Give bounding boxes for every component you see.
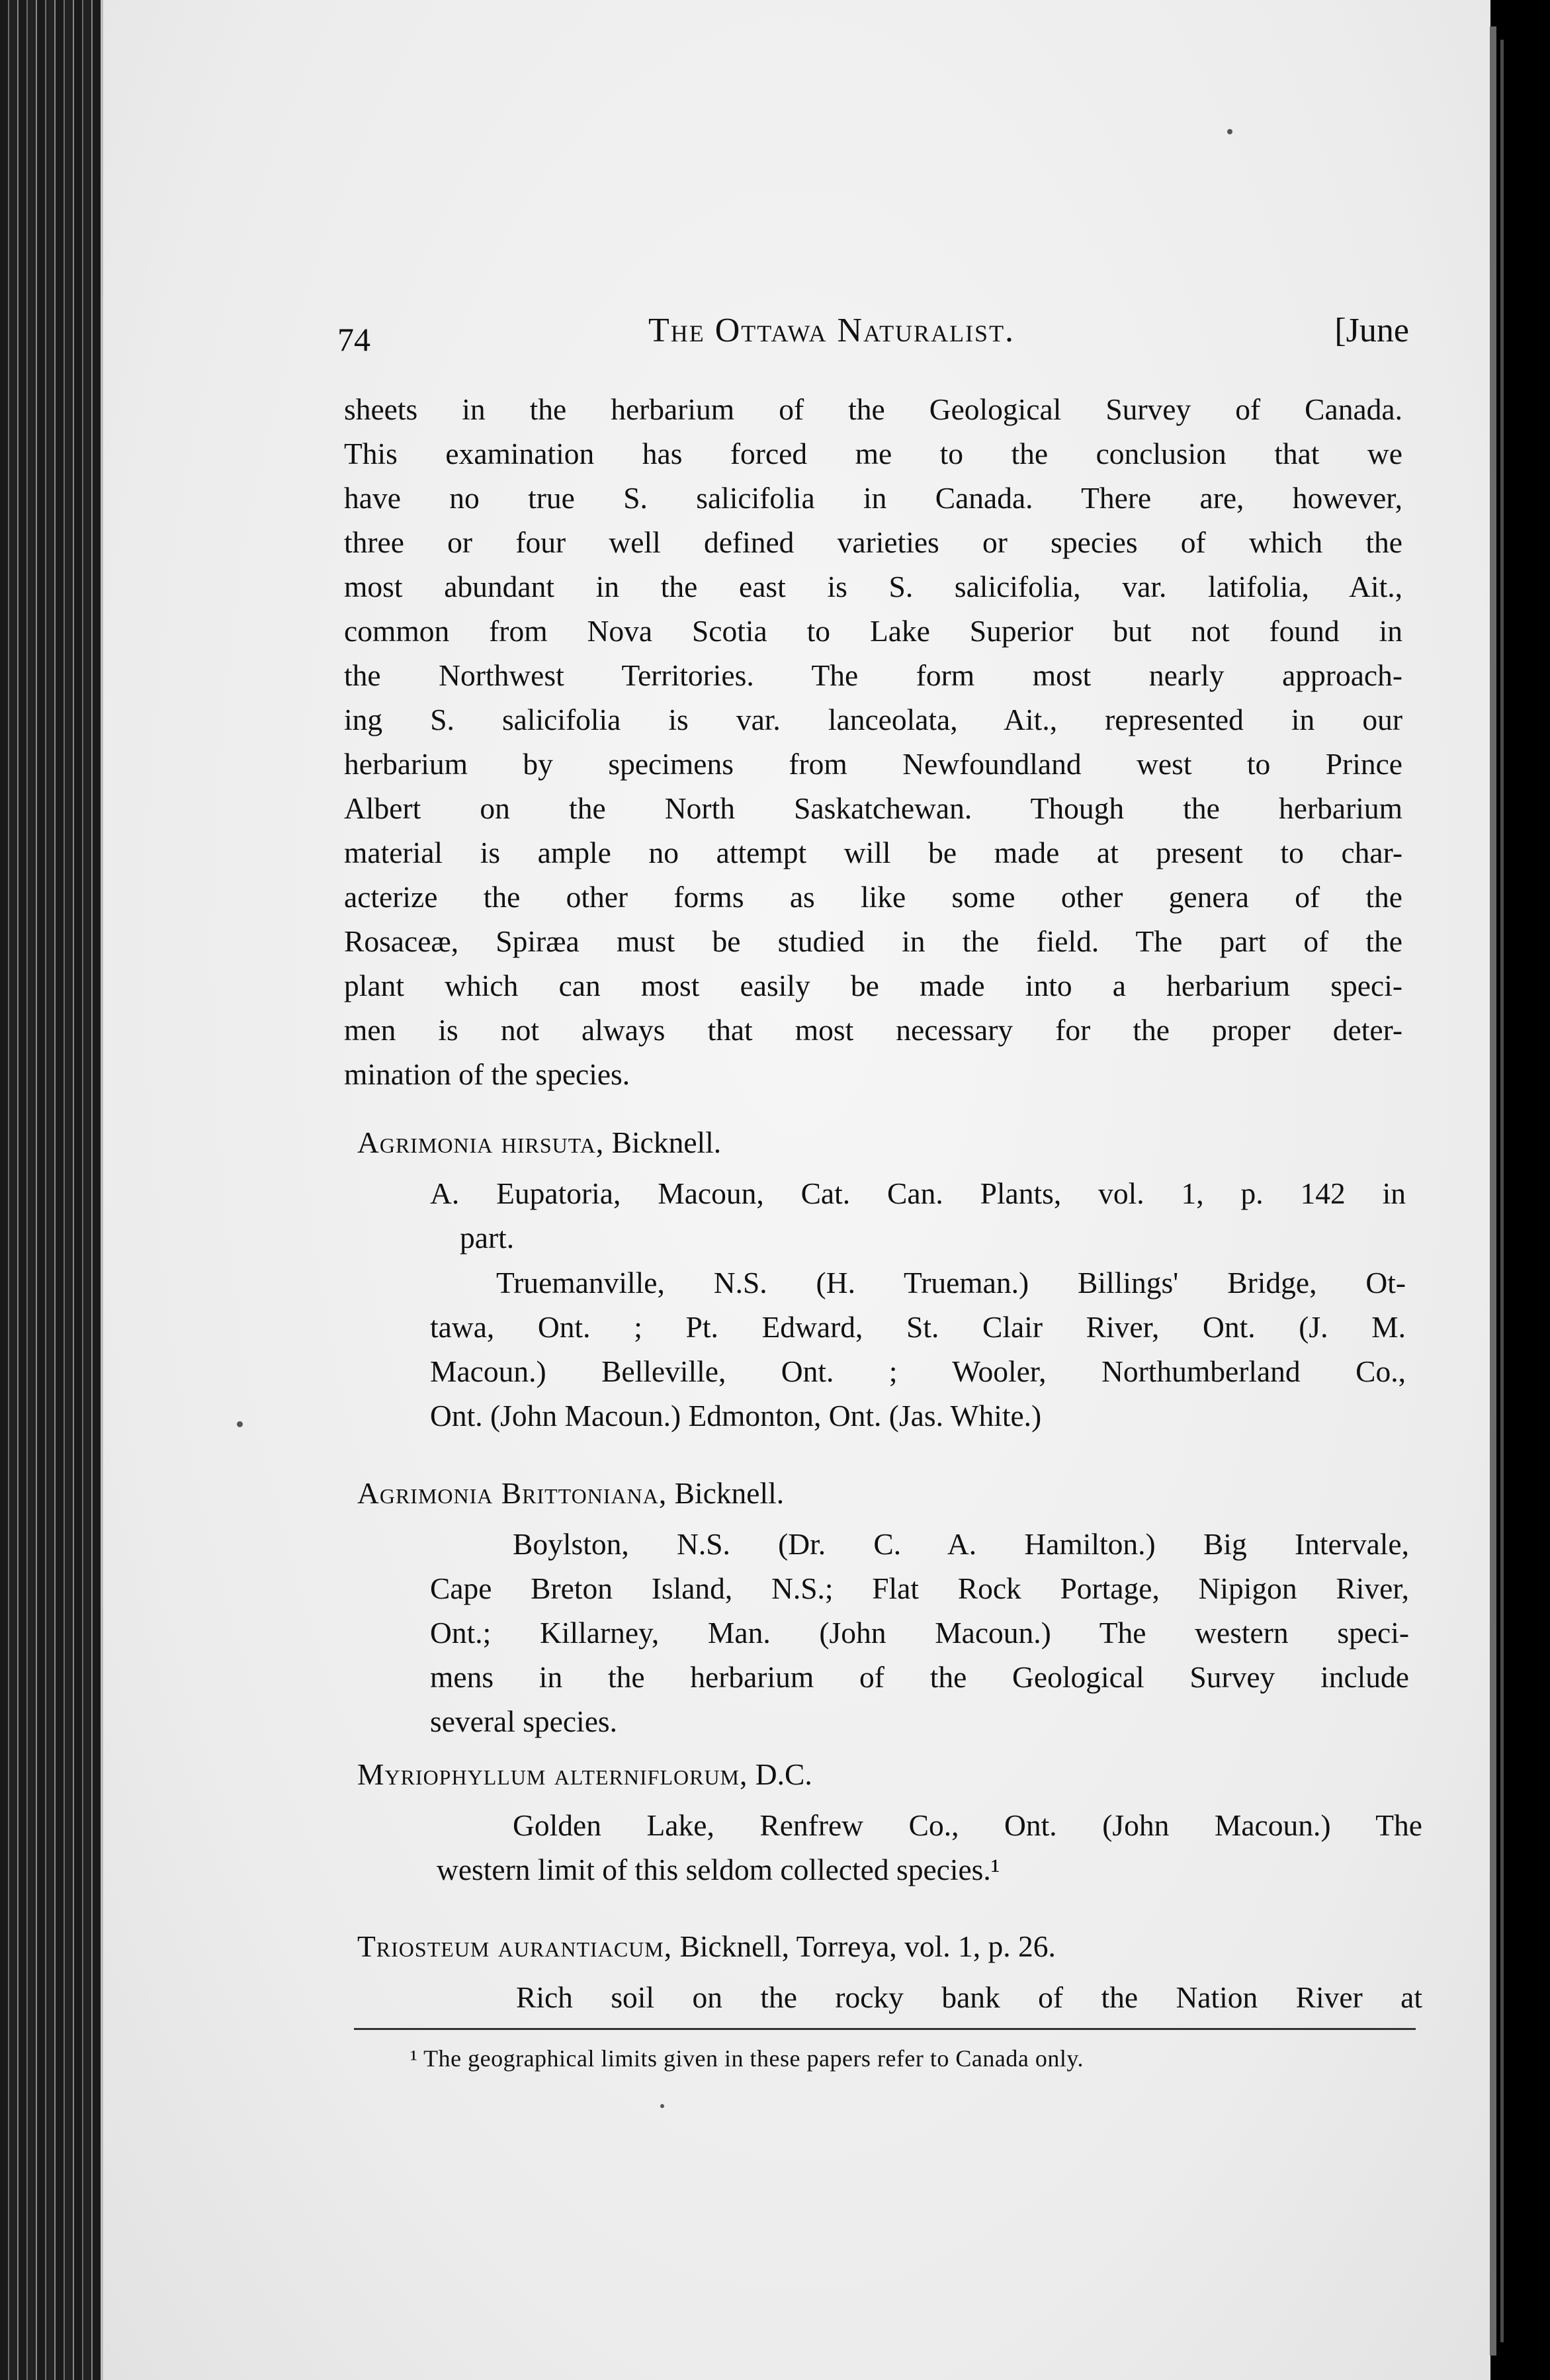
locality-block (430, 1260, 1406, 1438)
text-line: This examination has forced me to the conclusion that we (344, 437, 1402, 470)
locality-block (516, 1975, 1422, 2019)
species-heading (357, 1929, 1056, 1964)
text-line: men is not always that most necessary for the proper deter- (344, 1013, 1402, 1047)
issue-month: [June (1334, 312, 1409, 349)
locality-block (430, 1522, 1409, 1743)
text-line: ing S. salicifolia is var. lanceolata, Ait., represented in our (344, 703, 1402, 736)
text-line: three or four well defined varieties or species of which the (344, 525, 1402, 559)
text-line: the Northwest Territories. The form most nearly approach- (344, 658, 1402, 692)
text-line: most abundant in the east is S. salicifolia, var. latifolia, Ait., (344, 570, 1402, 603)
paper-speck (1227, 129, 1232, 134)
book-edge-right (1490, 0, 1550, 2380)
text-line: common from Nova Scotia to Lake Superior but not found in (344, 614, 1402, 648)
text-line: material is ample no attempt will be made at present to char- (344, 836, 1402, 869)
footnote: ¹ The geographical limits given in these papers refer to Canada only. (410, 2045, 1084, 2072)
text-line: A. Eupatoria, Macoun, Cat. Can. Plants, vol. 1, p. 142 in (430, 1176, 1406, 1210)
running-header (337, 311, 1409, 364)
text-line: have no true S. salicifolia in Canada. There are, however, (344, 481, 1402, 515)
species-author: Bicknell. (667, 1476, 785, 1510)
text-line: western limit of this seldom collected species.¹ (437, 1853, 1000, 1886)
text-line: several species. (430, 1704, 617, 1738)
text-line: Golden Lake, Renfrew Co., Ont. (John Macoun.) The (513, 1808, 1422, 1842)
text-line: tawa, Ont. ; Pt. Edward, St. Clair River, Ont. (J. M. (430, 1310, 1406, 1344)
species-author: D.C. (748, 1757, 812, 1791)
species-author: Bicknell. (604, 1125, 722, 1159)
text-line: Truemanville, N.S. (H. Trueman.) Billings' Bridge, Ot- (496, 1266, 1406, 1300)
book-page-edges-left (0, 0, 106, 2380)
text-line: sheets in the herbarium of the Geological Survey of Canada. (344, 392, 1402, 426)
intro-paragraph (344, 387, 1402, 1096)
text-line: Rich soil on the rocky bank of the Nation River at (516, 1980, 1422, 2014)
species-name: Agrimonia Brittoniana, (357, 1476, 667, 1510)
text-line: Ont.; Killarney, Man. (John Macoun.) The western speci- (430, 1616, 1409, 1650)
text-line: acterize the other forms as like some other genera of the (344, 880, 1402, 914)
species-name: Triosteum aurantiacum, (357, 1929, 673, 1963)
synonym-block (430, 1171, 1406, 1260)
species-heading (357, 1757, 812, 1792)
locality-block (437, 1803, 1422, 1892)
text-line: part. (460, 1221, 515, 1255)
footnote-rule (354, 2028, 1416, 2030)
species-name: Agrimonia hirsuta, (357, 1125, 605, 1159)
text-line: mens in the herbarium of the Geological Survey include (430, 1660, 1409, 1694)
paper-speck (237, 1421, 243, 1427)
text-line: Cape Breton Island, N.S.; Flat Rock Portage, Nipigon River, (430, 1571, 1409, 1605)
journal-title: The Ottawa Naturalist. (648, 312, 1015, 349)
text-line: herbarium by specimens from Newfoundland west to Prince (344, 747, 1402, 781)
text-line: Albert on the North Saskatchewan. Though the herbarium (344, 791, 1402, 825)
species-author: Bicknell, Torreya, vol. 1, p. 26. (672, 1929, 1056, 1963)
page-sliver-right-inner (1500, 40, 1504, 2342)
species-heading (357, 1476, 784, 1511)
species-name: Myriophyllum alterniflorum, (357, 1757, 748, 1791)
text-line: Macoun.) Belleville, Ont. ; Wooler, Northumberland Co., (430, 1354, 1406, 1388)
page-sliver-right (1490, 26, 1496, 2356)
text-line: plant which can most easily be made into a herbarium speci- (344, 969, 1402, 1002)
paper-speck (660, 2104, 664, 2108)
text-line: mination of the species. (344, 1057, 630, 1091)
page-number: 74 (337, 321, 370, 358)
species-heading (357, 1125, 721, 1160)
text-line: Boylston, N.S. (Dr. C. A. Hamilton.) Big Intervale, (513, 1527, 1409, 1561)
text-line: Ont. (John Macoun.) Edmonton, Ont. (Jas. White.) (430, 1399, 1042, 1432)
text-line: Rosaceæ, Spiræa must be studied in the field. The part of the (344, 924, 1402, 958)
